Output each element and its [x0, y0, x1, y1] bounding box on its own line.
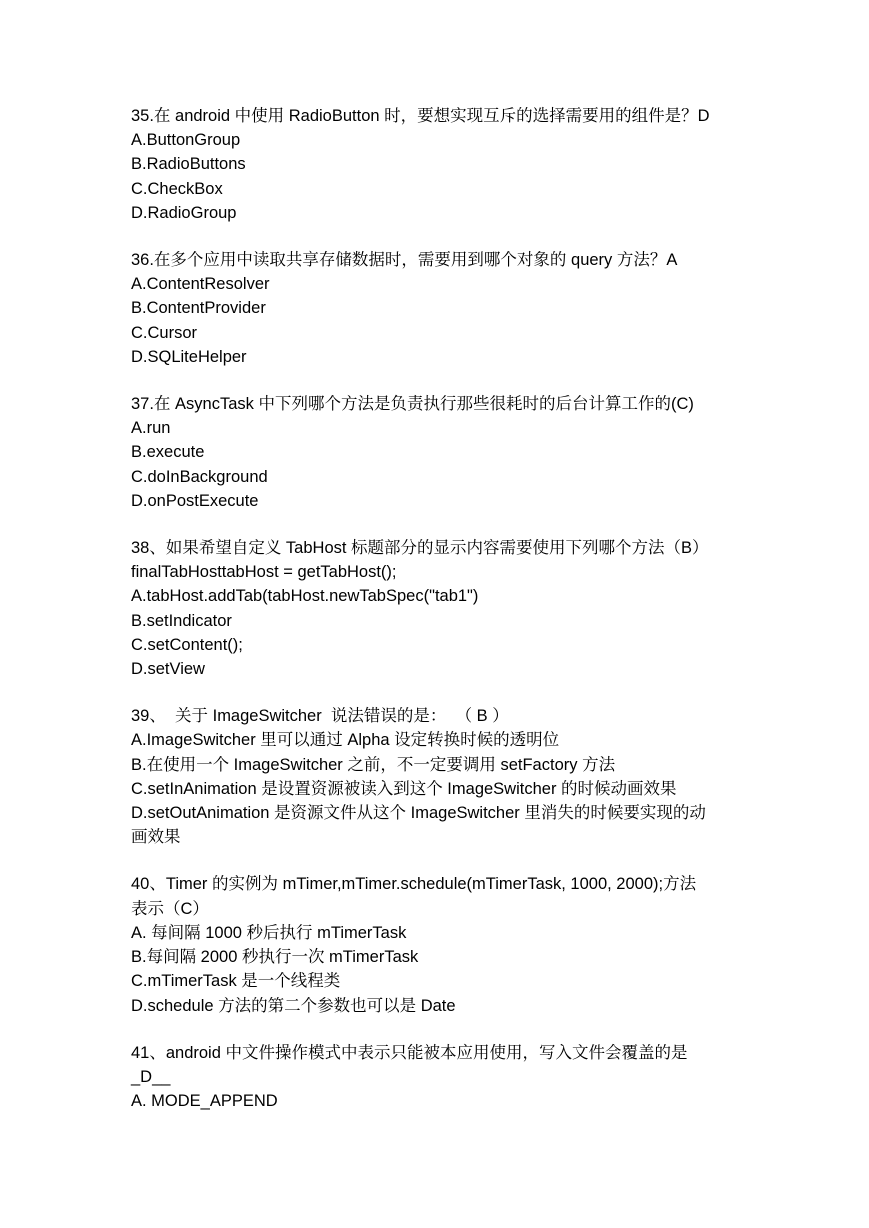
option-d: D.setView: [131, 660, 205, 679]
question-answer-blank: _D__: [131, 1067, 171, 1086]
code-snippet: finalTabHosttabHost = getTabHost();: [131, 563, 397, 582]
option-c: C.mTimerTask 是一个线程类: [131, 972, 341, 991]
option-c: C.CheckBox: [131, 179, 223, 198]
question-text: 38、如果希望自定义 TabHost 标题部分的显示内容需要使用下列哪个方法（B）: [131, 539, 709, 558]
question-35: [131, 104, 741, 225]
option-d: D.RadioGroup: [131, 203, 237, 222]
option-b: B.RadioButtons: [131, 155, 246, 174]
option-d-continued: 画效果: [131, 828, 181, 847]
option-b: B.execute: [131, 443, 205, 462]
option-c: C.doInBackground: [131, 467, 268, 486]
option-b: B.ContentProvider: [131, 299, 266, 318]
option-d: D.SQLiteHelper: [131, 347, 247, 366]
question-41: [131, 1041, 741, 1114]
option-a: A.ButtonGroup: [131, 131, 241, 150]
option-d: D.schedule 方法的第二个参数也可以是 Date: [131, 996, 456, 1015]
question-text: 41、android 中文件操作模式中表示只能被本应用使用，写入文件会覆盖的是: [131, 1043, 688, 1062]
document-page: [131, 104, 741, 1136]
question-text: 35.在 android 中使用 RadioButton 时，要想实现互斥的选择需要用的组件是？D: [131, 107, 710, 125]
option-b: B.每间隔 2000 秒执行一次 mTimerTask: [131, 948, 419, 967]
option-a: A. 每间隔 1000 秒后执行 mTimerTask: [131, 923, 407, 942]
option-a: A.tabHost.addTab(tabHost.newTabSpec("tab1"): [131, 587, 479, 606]
option-c: C.setInAnimation 是设置资源被读入到这个 ImageSwitcher 的时候动画效果: [131, 779, 677, 798]
question-text-continued: 表示（C）: [131, 899, 209, 918]
option-a: A.ImageSwitcher 里可以通过 Alpha 设定转换时候的透明位: [131, 731, 560, 750]
option-c: C.setContent();: [131, 635, 243, 654]
option-b: B.在使用一个 ImageSwitcher 之前，不一定要调用 setFactory 方法: [131, 755, 616, 774]
option-a: A. MODE_APPEND: [131, 1092, 278, 1111]
question-38: [131, 536, 741, 681]
question-39: [131, 704, 741, 849]
question-text: 40、Timer 的实例为 mTimer,mTimer.schedule(mTimerTask, 1000, 2000);方法: [131, 875, 697, 894]
option-a: A.ContentResolver: [131, 275, 270, 294]
option-b: B.setIndicator: [131, 611, 232, 630]
question-36: [131, 248, 741, 369]
option-d: D.onPostExecute: [131, 491, 259, 510]
question-37: [131, 392, 741, 513]
question-text: 39、 关于 ImageSwitcher 说法错误的是： （ B ）: [131, 707, 509, 726]
question-text: 36.在多个应用中读取共享存储数据时，需要用到哪个对象的 query 方法？A: [131, 251, 678, 270]
option-a: A.run: [131, 419, 171, 438]
option-d: D.setOutAnimation 是资源文件从这个 ImageSwitcher 里消失的时候要实现的动: [131, 804, 706, 823]
question-40: [131, 872, 741, 1017]
question-text: 37.在 AsyncTask 中下列哪个方法是负责执行那些很耗时的后台计算工作的(C): [131, 395, 694, 414]
option-c: C.Cursor: [131, 323, 198, 342]
